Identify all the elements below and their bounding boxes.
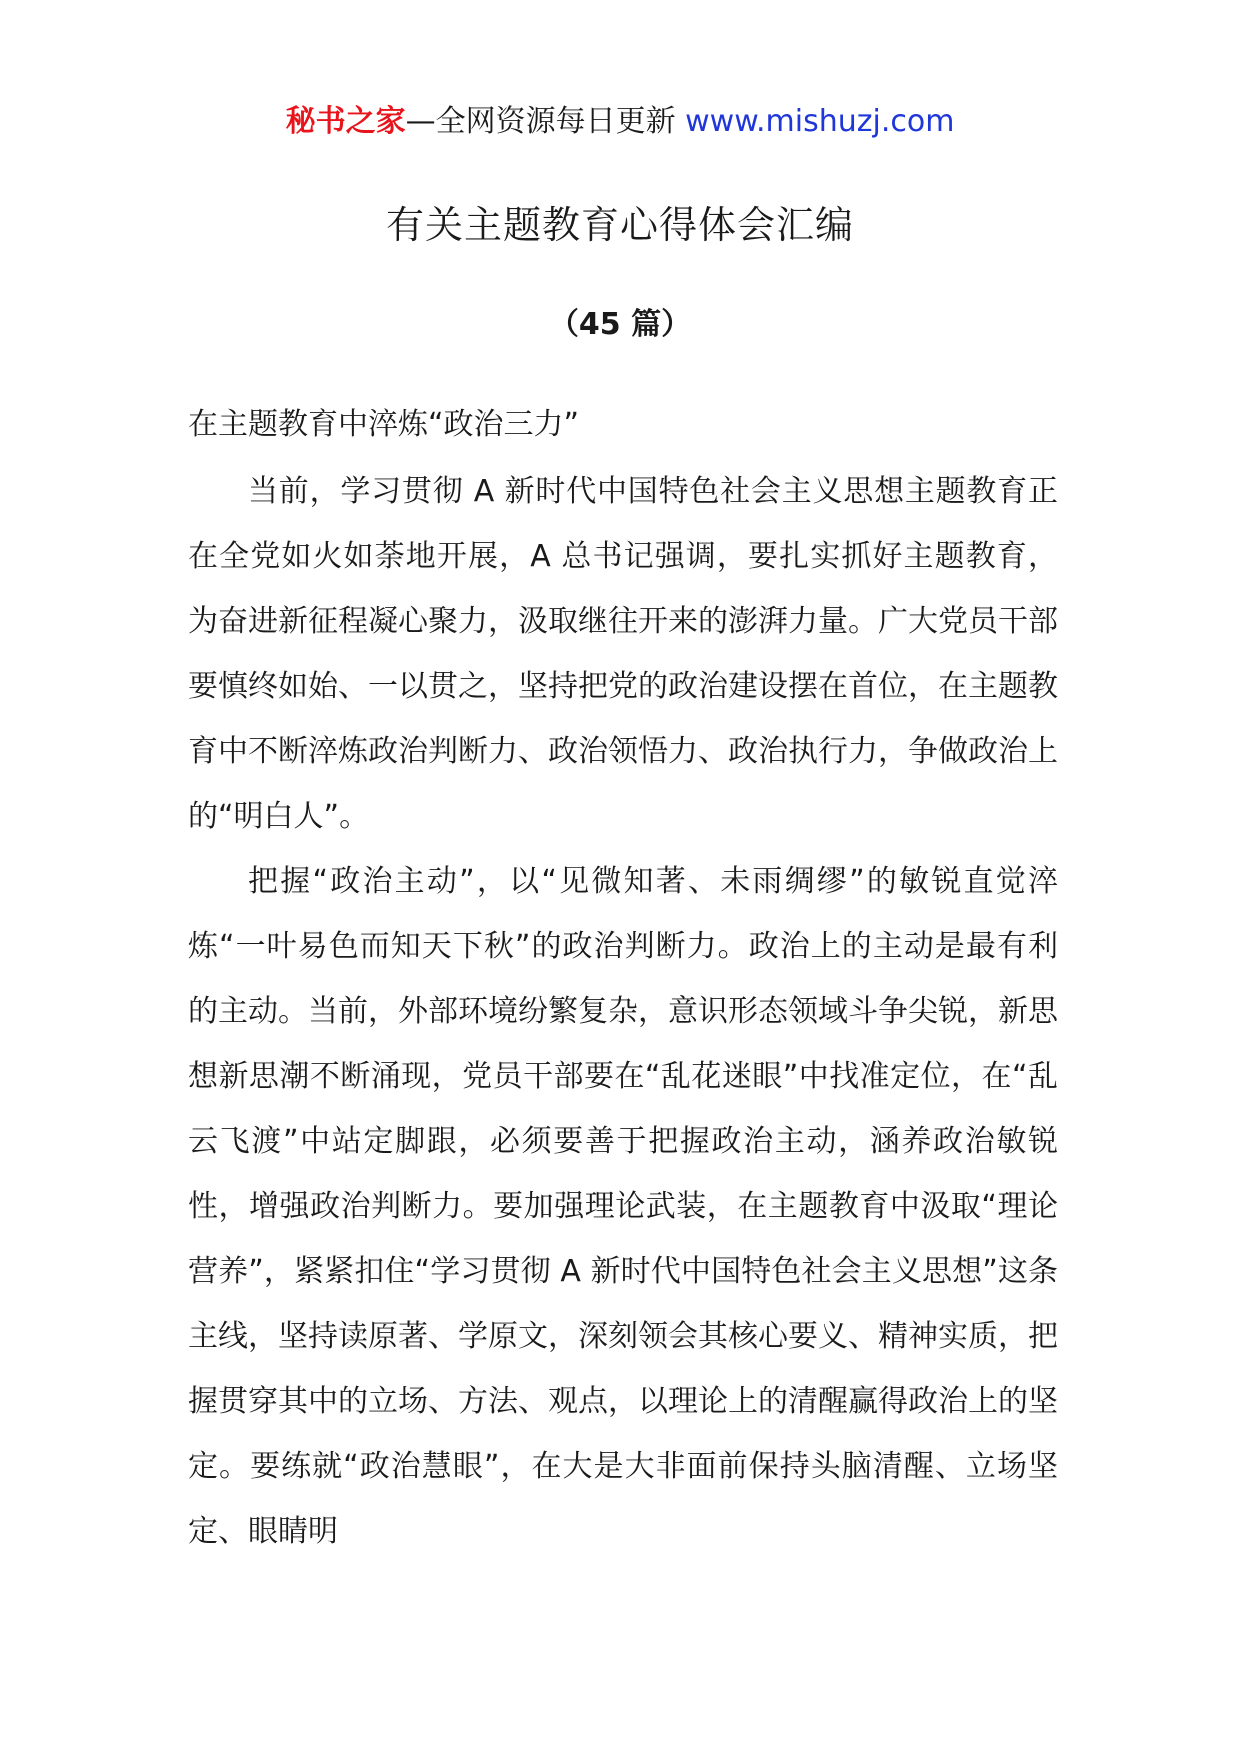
banner-slogan: —全网资源每日更新 <box>405 104 676 139</box>
brand-name: 秘书之家 <box>285 104 406 139</box>
document-subtitle: （45 篇） <box>548 307 692 342</box>
document-title: 有关主题教育心得体会汇编 <box>385 203 854 247</box>
article-body <box>188 459 1058 1564</box>
body-paragraph: 把握“政治主动”，以“见微知著、未雨绸缪”的敏锐直觉淬炼“一叶易色而知天下秋”的政治判断力。政治上的主动是最有利的主动。当前，外部环境纷繁复杂，意识形态领域斗争尖锐，新思想新思潮不断涌现，党员干部要在“乱花迷眼”中找准定位，在“乱云飞渡”中站定脚跟，必须要善于把握政治主动，涵养政治敏锐性，增强政治判断力。要加强理论武装，在主题教育中汲取“理论营养”，紧紧扣住“学习贯彻 A 新时代中国特色社会主义思想”这条主线，坚持读原著、学原文，深刻领会其核心要义、精神实质，把握贯穿其中的立场、方法、观点，以理论上的清醒赢得政治上的坚定。要练就“政治慧眼”，在大是大非面前保持头脑清醒、立场坚定、眼睛明 <box>188 864 1058 1549</box>
site-banner <box>0 100 1240 144</box>
body-paragraph: 当前，学习贯彻 A 新时代中国特色社会主义思想主题教育正在全党如火如荼地开展，A 总书记强调，要扎实抓好主题教育，为奋进新征程凝心聚力，汲取继往开来的澎湃力量。广大党员干部要慎终如始、一以贯之，坚持把党的政治建设摆在首位，在主题教育中不断淬炼政治判断力、政治领悟力、政治执行力，争做政治上的“明白人”。 <box>188 474 1058 834</box>
site-url-link[interactable]: www.mishuzj.com <box>685 104 955 139</box>
section-heading: 在主题教育中淬炼“政治三力” <box>188 407 580 442</box>
